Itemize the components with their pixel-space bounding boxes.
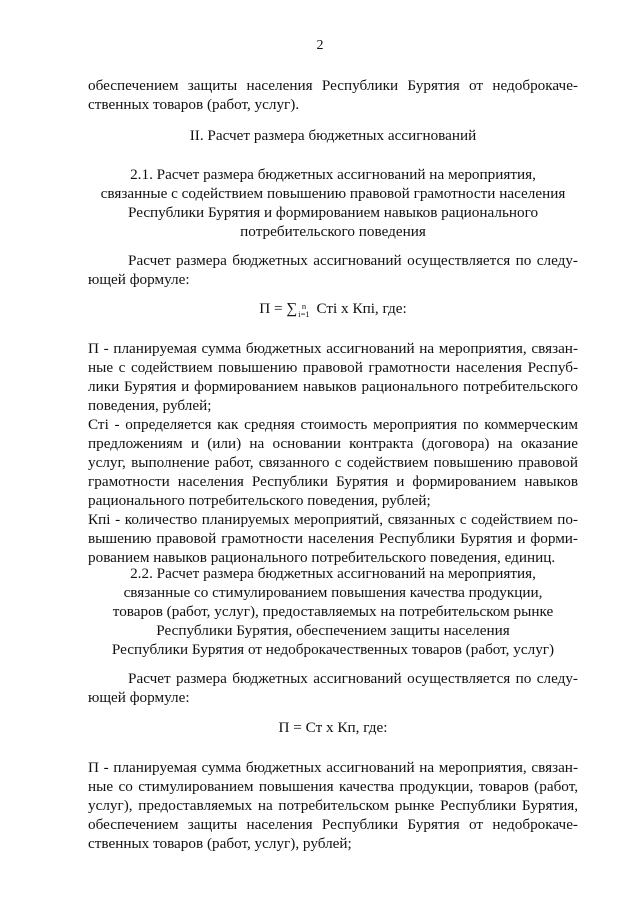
subsection-heading-2-1 (88, 165, 578, 241)
intro-paragraph (88, 76, 578, 114)
heading-line: связанные с содействием повышению правовой грамотности населения (100, 185, 566, 202)
text-line: грамотности населения Республики Бурятия и формированием навыков (88, 473, 578, 490)
text-line: ные со стимулированием повышения качества продукции, товаров (работ, (88, 778, 578, 795)
text-line: Расчет размера бюджетных ассигнований осуществляется по следу- (128, 252, 578, 269)
text-line: ющей формуле: (88, 689, 190, 706)
text-line: Кпi - количество планируемых мероприятий, связанных с содействием по- (88, 511, 578, 528)
text-line: услуг, выполнение работ, связанного с содействием повышению правовой (88, 454, 578, 471)
formula-1 (88, 300, 578, 318)
text-line: рационального потребительского поведения, рублей; (88, 492, 431, 509)
heading-line: 2.1. Расчет размера бюджетных ассигнований на мероприятия, (130, 166, 536, 183)
heading-line: связанные со стимулированием повышения качества продукции, (123, 584, 543, 601)
sum-upper-limit: n (301, 300, 307, 311)
heading-line: потребительского поведения (240, 223, 426, 240)
text-line: ственных товаров (работ, услуг), рублей; (88, 835, 352, 852)
heading-line: Республики Бурятия и формированием навыков рационального (127, 204, 539, 221)
formula-left: П = (259, 300, 287, 317)
text-line: рованием навыков рационального потребительского поведения, единиц. (88, 549, 556, 566)
sum-limits (298, 302, 309, 318)
text-line: ные с содействием повышению правовой грамотности населения Респуб- (88, 359, 578, 376)
text-line: обеспечением защиты населения Республики Бурятия от недоброкаче- (88, 77, 578, 94)
definitions-2 (88, 758, 578, 853)
heading-line: товаров (работ, услуг), предоставляемых на потребительском рынке (112, 603, 554, 620)
text-line: услуг), предоставляемых на потребительском рынке Республики Бурятия, (88, 797, 578, 814)
text-line: Стi - определяется как средняя стоимость мероприятия по коммерческим (88, 416, 578, 433)
text-line: П - планируемая сумма бюджетных ассигнований на мероприятия, связан- (88, 759, 578, 776)
formula-2: П = Ст x Кп, где: (278, 719, 388, 736)
text-line: Расчет размера бюджетных ассигнований осуществляется по следу- (128, 670, 578, 687)
heading-line: Республики Бурятия от недоброкачественных товаров (работ, услуг) (111, 641, 555, 658)
text-line: поведения, рублей; (88, 397, 212, 414)
formula-intro-paragraph-1 (88, 251, 578, 289)
text-line: предложениям и (или) на основании контракта (договора) на оказание (88, 435, 578, 452)
subsection-heading-2-2 (88, 564, 578, 659)
section-heading: II. Расчет размера бюджетных ассигнований (189, 127, 477, 144)
text-line: вышению правовой грамотности населения Республики Бурятия и форми- (88, 530, 578, 547)
text-line: лики Бурятия и формированием навыков рационального потребительского (88, 378, 578, 395)
heading-line: 2.2. Расчет размера бюджетных ассигнований на мероприятия, (130, 565, 536, 582)
text-line: обеспечением защиты населения Республики Бурятия от недоброкаче- (88, 816, 578, 833)
heading-line: Республики Бурятия, обеспечением защиты населения (156, 622, 510, 639)
definitions-1 (88, 339, 578, 567)
formula-right: Стi x Кпi, где: (312, 300, 407, 317)
sum-lower-limit: i=1 (298, 308, 310, 319)
text-line: ющей формуле: (88, 271, 190, 288)
sum-symbol: ∑ (286, 300, 298, 317)
text-line: ственных товаров (работ, услуг). (88, 96, 300, 113)
text-line: П - планируемая сумма бюджетных ассигнований на мероприятия, связан- (88, 340, 578, 357)
page-number: 2 (316, 38, 324, 53)
formula-intro-paragraph-2 (88, 669, 578, 707)
